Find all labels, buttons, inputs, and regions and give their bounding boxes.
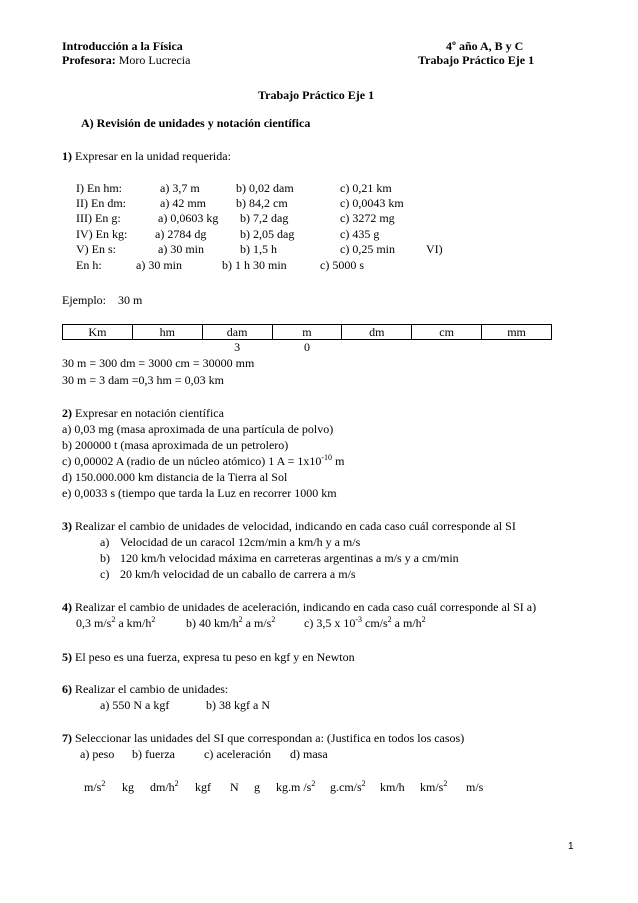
q1-row-label: II) En dm: [76, 196, 126, 210]
example-line: 30 m = 300 dm = 3000 cm = 30000 mm [62, 356, 255, 370]
q3-item-text: Velocidad de un caracol 12cm/min a km/h y a m/s [120, 535, 361, 549]
q1-number: 1) [62, 149, 72, 163]
q6-item-b: b) 38 kgf a N [206, 698, 270, 712]
q3-item-letter: b) [100, 551, 110, 565]
q1-row-b: b) 7,2 dag [240, 211, 289, 225]
q7-number: 7) [62, 731, 72, 745]
q1-extra-label: VI) [426, 242, 443, 256]
q3-item-letter: a) [100, 535, 110, 549]
q4-item-c: c) 3,5 x $10^{-3}$ $cm/s^2$ a $m/h^2$ [304, 615, 426, 630]
q1-row-label: IV) En kg: [76, 227, 128, 241]
course-title: Introducción a la Física [62, 39, 183, 53]
q1-row-a: a) 42 mm [160, 196, 206, 210]
q3-item-text: 120 km/h velocidad máxima en carreteras argentinas a m/s y a cm/min [120, 551, 459, 565]
q7-unit: $m/s^2$ [84, 779, 106, 794]
section-a-heading: A) Revisión de unidades y notación científica [81, 116, 311, 130]
q1-row-a: a) 30 min [136, 258, 182, 272]
q1-row-c: c) 0,21 km [340, 181, 392, 195]
q4-first-letter: a) [526, 600, 537, 614]
q7-unit: $km/s^2$ [420, 779, 448, 794]
q6-statement [62, 682, 228, 696]
q7-unit: $dm/h^2$ [150, 779, 179, 794]
q5-text: El peso es una fuerza, expresa tu peso en kgf y en Newton [75, 650, 355, 664]
q6-number: 6) [62, 682, 72, 696]
q7-option-b: b) fuerza [132, 747, 175, 761]
q7-unit: $g.cm/s^2$ [330, 779, 366, 794]
q4-number: 4) [62, 600, 72, 614]
q7-unit: g [254, 780, 260, 794]
q2-item: d) 150.000.000 km distancia de la Tierra al Sol [62, 470, 288, 484]
q7-option-c: c) aceleración [204, 747, 271, 761]
unit-digit-cell: 3 [234, 340, 241, 354]
q2-statement [62, 406, 224, 420]
q4-statement [62, 600, 536, 614]
q5-number: 5) [62, 650, 72, 664]
q1-row-a: a) 30 min [158, 242, 204, 256]
q7-text: Seleccionar las unidades del SI que correspondan a: (Justifica en todos los casos) [75, 731, 465, 745]
q1-row-label: En h: [76, 258, 102, 272]
unit-header-cell: cm [412, 325, 482, 340]
q7-unit: kgf [195, 780, 211, 794]
q1-row-label: III) En g: [76, 211, 121, 225]
q1-row-b: b) 0,02 dam [236, 181, 294, 195]
q3-number: 3) [62, 519, 72, 533]
q1-row-b: b) 1 h 30 min [222, 258, 287, 272]
q1-row-c: c) 0,0043 km [340, 196, 404, 210]
unit-conversion-table [62, 324, 552, 354]
q1-row-c: c) 5000 s [320, 258, 364, 272]
q3-item-letter: c) [100, 567, 110, 581]
q4-text: Realizar el cambio de unidades de aceleración, indicando en cada caso cuál corresponde al SI [75, 600, 524, 614]
q3-text: Realizar el cambio de unidades de velocidad, indicando en cada caso cuál corresponde al SI [75, 519, 516, 533]
page-title: Trabajo Práctico Eje 1 [258, 88, 375, 102]
q7-unit: km/h [380, 780, 405, 794]
q3-item-text: 20 km/h velocidad de un caballo de carrera a m/s [120, 567, 356, 581]
course-groups: 4º año A, B y C [446, 39, 524, 53]
q2-item-c-unit: m [332, 454, 345, 468]
q6-text: Realizar el cambio de unidades: [75, 682, 229, 696]
q4-item-b: b) 40 $km/h^2$ a $m/s^2$ [186, 615, 276, 630]
unit-header-cell: dm [342, 325, 412, 340]
teacher-label: Profesora: [62, 53, 116, 67]
q2-number: 2) [62, 406, 72, 420]
q2-item: b) 200000 t (masa aproximada de un petrolero) [62, 438, 289, 452]
unit-header-cell: mm [482, 325, 552, 340]
unit-digit-cell [63, 340, 133, 355]
unit-digit-cell [342, 340, 412, 355]
teacher-name: Moro Lucrecia [118, 53, 191, 67]
example-label: Ejemplo: [62, 293, 106, 307]
unit-header-cell: m [272, 325, 342, 340]
q1-row-b: b) 2,05 dag [240, 227, 295, 241]
q1-row-c: c) 3272 mg [340, 211, 395, 225]
unit-digit-cell [132, 340, 202, 355]
q1-text: Expresar en la unidad requerida: [75, 149, 231, 163]
q1-statement [62, 149, 231, 163]
q7-unit: N [230, 780, 239, 794]
q7-option-d: d) masa [290, 747, 328, 761]
page-number: 1 [568, 841, 574, 852]
unit-digit-cell [412, 340, 482, 355]
teacher-line [62, 53, 190, 67]
q1-row-a: a) 2784 dg [155, 227, 207, 241]
q2-item: e) 0,0033 s (tiempo que tarda la Luz en recorrer 1000 km [62, 486, 337, 500]
q2-item-c-text: c) 0,00002 A (radio de un núcleo atómico) 1 A = 1x10 [62, 454, 322, 468]
q4-item-a: 0,3 $m/s^2$ a $km/h^2$ [76, 615, 156, 630]
q1-row-b: b) 1,5 h [240, 242, 277, 256]
q2-item: a) 0,03 mg (masa aproximada de una partícula de polvo) [62, 422, 334, 436]
worksheet-subtitle: Trabajo Práctico Eje 1 [418, 53, 535, 67]
q7-option-a: a) peso [80, 747, 115, 761]
q1-row-a: a) 3,7 m [160, 181, 200, 195]
q6-item-a: a) 550 N a kgf [100, 698, 170, 712]
q1-row-b: b) 84,2 cm [236, 196, 288, 210]
q2-item-c-exponent: -10 [321, 453, 333, 462]
unit-header-cell: dam [202, 325, 272, 340]
q7-unit: kg [122, 780, 134, 794]
q1-row-label: V) En s: [76, 242, 116, 256]
q2-item [62, 454, 344, 468]
unit-header-cell: Km [63, 325, 133, 340]
unit-digit-cell: 0 [303, 340, 310, 354]
unit-digit-cell [482, 340, 552, 355]
q5-statement [62, 650, 355, 664]
q7-statement [62, 731, 464, 745]
q1-row-label: I) En hm: [76, 181, 122, 195]
example-value: 30 m [118, 293, 143, 307]
q1-row-c: c) 0,25 min [340, 242, 395, 256]
q7-unit: kg.m $/s^2$ [276, 779, 316, 794]
q1-row-c: c) 435 g [340, 227, 380, 241]
q3-statement [62, 519, 516, 533]
example-line: 30 m = 3 dam =0,3 hm = 0,03 km [62, 373, 224, 387]
q1-row-a: a) 0,0603 kg [158, 211, 219, 225]
unit-header-cell: hm [132, 325, 202, 340]
q7-unit: m/s [466, 780, 484, 794]
q2-text: Expresar en notación científica [75, 406, 224, 420]
